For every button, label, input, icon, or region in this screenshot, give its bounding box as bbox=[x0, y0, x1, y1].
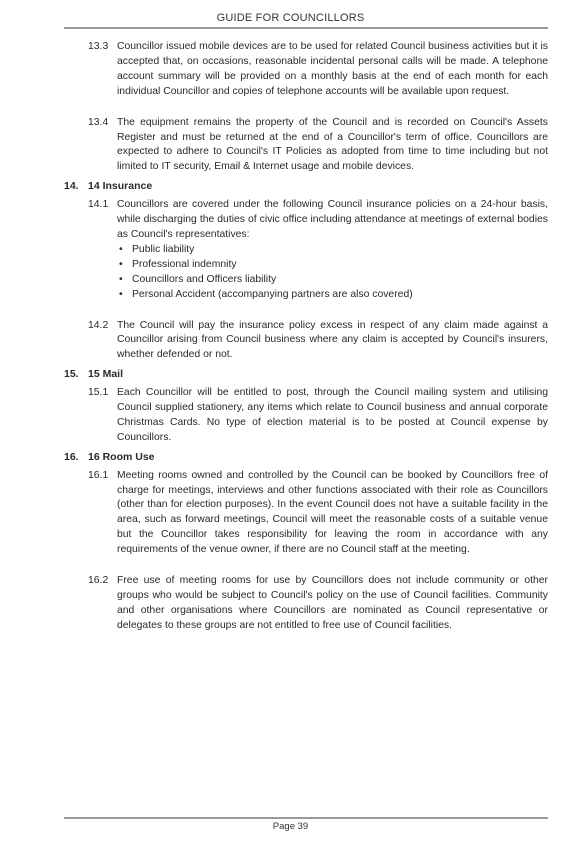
clause-16-2 bbox=[64, 574, 548, 634]
clause-14-2 bbox=[64, 319, 548, 364]
section-title: 14 Insurance bbox=[88, 180, 153, 193]
clause-number: 16.1 bbox=[88, 469, 109, 481]
clause-text: The Council will pay the insurance policy excess in respect of any claim made against a Councillor arising from Council business where any claim is accepted by Council's insurers, whether defended or not. bbox=[117, 319, 548, 361]
clause-16-1 bbox=[64, 469, 548, 558]
document-body bbox=[64, 40, 548, 634]
clause-text: Meeting rooms owned and controlled by the Council can be booked by Councillors free of charge for meetings, interviews and other functions associated with their role as Councillors (other than for election purposes). In the event Council does not have a suitable facility in the area, such as forward meetings, Council will meet the reasonable costs of a suitable venue but the Councillor takes responsibility for leaving the room in accordance with any requirements of the venue owner, if there are no Council staff at the meeting. bbox=[117, 469, 548, 556]
bullet-icon: • bbox=[119, 288, 123, 300]
clause-number: 16.2 bbox=[88, 575, 109, 587]
header-divider bbox=[64, 27, 548, 29]
page-number: Page 39 bbox=[272, 821, 309, 832]
section-number: 16. bbox=[64, 450, 79, 463]
insurance-bullet-list bbox=[117, 243, 548, 303]
clause-13-3 bbox=[64, 40, 548, 100]
bullet-icon: • bbox=[119, 258, 123, 270]
bullet-icon: • bbox=[119, 273, 123, 285]
clause-text: Each Councillor will be entitled to post, through the Council mailing system and utilising Council supplied stationery, any items which relate to Council business and annual corporate Christmas Cards. No type of election material is to be posted at Council expense by Councillors. bbox=[117, 387, 548, 443]
section-number: 15. bbox=[64, 368, 79, 381]
section-heading-15 bbox=[64, 367, 548, 382]
list-item: • Professional indemnity bbox=[117, 258, 548, 273]
section-title: 16 Room Use bbox=[88, 450, 155, 463]
list-item: • Personal Accident (accompanying partners are also covered) bbox=[117, 288, 548, 303]
list-item: • Councillors and Officers liability bbox=[117, 273, 548, 288]
clause-number: 13.3 bbox=[88, 41, 109, 52]
clause-number: 14.2 bbox=[88, 319, 109, 331]
bullet-icon: • bbox=[119, 243, 123, 255]
clause-text: Councillor issued mobile devices are to be used for related Council business activities but it is accepted that, on occasions, reasonable incidental personal calls will be made. A telephone account summary will be provided on a monthly basis at the end of each month for each individual Councillor and copies of telephone accounts will be available upon request. bbox=[117, 41, 548, 97]
list-item: • Public liability bbox=[117, 243, 548, 258]
clause-13-4 bbox=[64, 116, 548, 176]
clause-number: 14.1 bbox=[88, 199, 109, 211]
clause-15-1 bbox=[64, 386, 548, 446]
document-header-title: GUIDE FOR COUNCILLORS bbox=[216, 12, 365, 24]
footer-divider bbox=[64, 817, 548, 819]
section-number: 14. bbox=[64, 180, 79, 193]
section-title: 15 Mail bbox=[88, 368, 124, 381]
clause-number: 15.1 bbox=[88, 387, 109, 399]
clause-text: Councillors are covered under the following Council insurance policies on a 24-hour basis, while discharging the duties of civic office including attendance at meetings of external bodies as Council's representatives: bbox=[117, 199, 548, 240]
clause-number: 13.4 bbox=[88, 116, 109, 128]
clause-14-1 bbox=[64, 198, 548, 302]
section-heading-14 bbox=[64, 179, 548, 194]
clause-text: Free use of meeting rooms for use by Councillors does not include community or other groups who would be subject to Council's policy on the use of Council facilities. Community and other organisations where Councillors are nominated as Council representative or delegates to these groups are not entitled to free use of Council facilities. bbox=[117, 575, 548, 631]
section-heading-16 bbox=[64, 450, 548, 465]
clause-text: The equipment remains the property of the Council and is recorded on Council's Assets Register and must be returned at the end of a Councillor's term of office. Councillors are expected to adhere to Council's IT Policies as adopted from time to time including but not limited to IT security, Email & Internet usage and mobile devices. bbox=[117, 116, 548, 173]
